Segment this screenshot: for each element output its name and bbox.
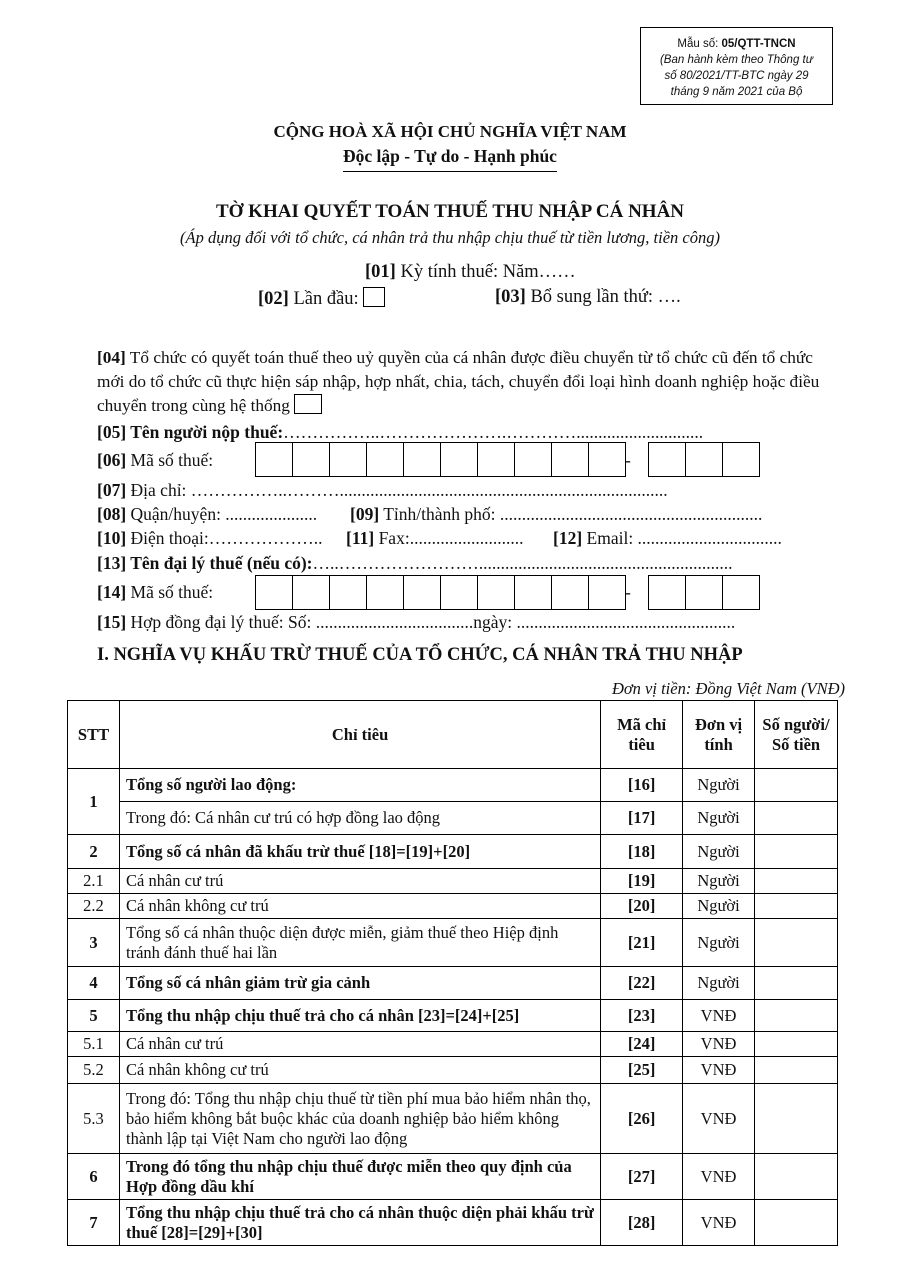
row-stt: 1 <box>68 769 120 835</box>
tax-code-grid-06[interactable] <box>255 442 626 477</box>
table-row <box>68 967 838 1000</box>
form-number-box <box>640 27 833 105</box>
form-number: Mẫu số: 05/QTT-TNCN <box>677 38 796 50</box>
row-code: [17] <box>601 802 683 835</box>
row-unit: VNĐ <box>683 1154 755 1200</box>
row-stt: 2 <box>68 835 120 869</box>
row-value-cell[interactable] <box>755 919 838 967</box>
row-stt: 5.1 <box>68 1032 120 1057</box>
row-value-cell[interactable] <box>755 894 838 919</box>
authorization-checkbox[interactable] <box>294 394 322 414</box>
first-time-checkbox[interactable] <box>363 287 385 307</box>
table-row <box>68 869 838 894</box>
row-code: [28] <box>601 1200 683 1246</box>
row-code: [21] <box>601 919 683 967</box>
row-code: [24] <box>601 1032 683 1057</box>
row-value-cell[interactable] <box>755 769 838 802</box>
obligation-table <box>67 700 838 1246</box>
row-code: [26] <box>601 1084 683 1154</box>
page-title: TỜ KHAI QUYẾT TOÁN THUẾ THU NHẬP CÁ NHÂN <box>215 201 685 222</box>
row-value-cell[interactable] <box>755 835 838 869</box>
section-title: I. NGHĨA VỤ KHẤU TRỪ THUẾ CỦA TỔ CHỨC, CÁ NHÂN TRẢ THU NHẬP <box>97 645 743 665</box>
table-row <box>68 802 838 835</box>
field-09-province[interactable]: [09] Tỉnh/thành phố: ............................................................ <box>350 504 763 524</box>
row-label: Tổng số cá nhân thuộc diện được miễn, giảm thuế theo Hiệp định tránh đánh thuế hai lần <box>119 919 600 967</box>
row-unit: Người <box>683 869 755 894</box>
table-header-row <box>68 701 838 769</box>
field-15-agent-contract[interactable]: [15] Hợp đồng đại lý thuế: Số: ....................................ngày: .................................................. <box>97 612 736 632</box>
row-stt: 3 <box>68 919 120 967</box>
row-stt: 2.1 <box>68 869 120 894</box>
row-unit: VNĐ <box>683 1032 755 1057</box>
field-10-phone[interactable]: [10] Điện thoại:……………….. <box>97 528 323 548</box>
row-unit: VNĐ <box>683 1200 755 1246</box>
row-stt: 7 <box>68 1200 120 1246</box>
tax-code-suffix-grid-06[interactable] <box>648 442 760 477</box>
row-stt: 5.2 <box>68 1057 120 1084</box>
col-header-unit: Đơn vị tính <box>683 701 755 769</box>
row-label: Trong đó: Tổng thu nhập chịu thuế từ tiền phí mua bảo hiểm nhân thọ, bảo hiểm không bắt buộc khác của doanh nghiệp bảo hiểm không thành lập tại Việt Nam cho người lao động <box>119 1084 600 1154</box>
row-label: Cá nhân cư trú <box>119 869 600 894</box>
table-row <box>68 769 838 802</box>
row-value-cell[interactable] <box>755 1084 838 1154</box>
table-row <box>68 835 838 869</box>
row-value-cell[interactable] <box>755 869 838 894</box>
row-label: Tổng số cá nhân đã khấu trừ thuế [18]=[19]+[20] <box>119 835 600 869</box>
field-08-district[interactable]: [08] Quận/huyện: ..................... <box>97 504 318 524</box>
field-13-tax-agent[interactable]: [13] Tên đại lý thuế (nếu có):…..…………………….......................................................... <box>97 553 733 573</box>
row-code: [25] <box>601 1057 683 1084</box>
col-header-stt: STT <box>68 701 120 769</box>
form-note-line1: (Ban hành kèm theo Thông tư <box>659 54 814 66</box>
row-code: [19] <box>601 869 683 894</box>
row-code: [23] <box>601 1000 683 1032</box>
row-label: Cá nhân cư trú <box>119 1032 600 1057</box>
row-value-cell[interactable] <box>755 967 838 1000</box>
row-value-cell[interactable] <box>755 1057 838 1084</box>
table-row <box>68 919 838 967</box>
col-header-criteria: Chỉ tiêu <box>119 701 600 769</box>
table-row <box>68 1154 838 1200</box>
row-label: Tổng thu nhập chịu thuế trả cho cá nhân thuộc diện phải khấu trừ thuế [28]=[29]+[30] <box>119 1200 600 1246</box>
form-note-line2: số 80/2021/TT-BTC ngày 29 <box>664 70 809 82</box>
row-value-cell[interactable] <box>755 1032 838 1057</box>
row-code: [27] <box>601 1154 683 1200</box>
table-row <box>68 1032 838 1057</box>
row-code: [16] <box>601 769 683 802</box>
row-value-cell[interactable] <box>755 1000 838 1032</box>
row-stt: 6 <box>68 1154 120 1200</box>
table-row <box>68 1057 838 1084</box>
field-01-tax-period[interactable]: [01] Kỳ tính thuế: Năm…… <box>365 262 576 282</box>
tax-code-suffix-grid-14[interactable] <box>648 575 760 610</box>
row-stt: 4 <box>68 967 120 1000</box>
table-row <box>68 1000 838 1032</box>
row-stt: 5.3 <box>68 1084 120 1154</box>
row-code: [20] <box>601 894 683 919</box>
row-stt: 2.2 <box>68 894 120 919</box>
nation-header: CỘNG HOÀ XÃ HỘI CHỦ NGHĨA VIỆT NAM <box>273 122 627 141</box>
row-unit: Người <box>683 835 755 869</box>
table-row <box>68 1084 838 1154</box>
page-subtitle: (Áp dụng đối với tổ chức, cá nhân trả thu nhập chịu thuế từ tiền lương, tiền công) <box>180 228 720 247</box>
field-14-label: [14] Mã số thuế: <box>97 582 214 602</box>
row-unit: Người <box>683 919 755 967</box>
row-code: [22] <box>601 967 683 1000</box>
row-label: Trong đó tổng thu nhập chịu thuế được miễn theo quy định của Hợp đồng dầu khí <box>119 1154 600 1200</box>
tax-code-dash-14: - <box>625 582 631 602</box>
field-03-supplement[interactable]: [03] Bổ sung lần thứ: …. <box>495 287 681 307</box>
row-value-cell[interactable] <box>755 802 838 835</box>
row-label: Cá nhân không cư trú <box>119 894 600 919</box>
row-label: Tổng số người lao động: <box>119 769 600 802</box>
row-stt: 5 <box>68 1000 120 1032</box>
row-unit: VNĐ <box>683 1057 755 1084</box>
form-note-line3: tháng 9 năm 2021 của Bộ <box>670 86 803 98</box>
row-unit: VNĐ <box>683 1084 755 1154</box>
row-unit: VNĐ <box>683 1000 755 1032</box>
row-unit: Người <box>683 802 755 835</box>
row-label: Tổng thu nhập chịu thuế trả cho cá nhân [23]=[24]+[25] <box>119 1000 600 1032</box>
row-label: Tổng số cá nhân giảm trừ gia cảnh <box>119 967 600 1000</box>
field-06-label: [06] Mã số thuế: <box>97 450 214 470</box>
field-12-email[interactable]: [12] Email: ................................. <box>553 528 782 548</box>
col-header-code: Mã chỉ tiêu <box>601 701 683 769</box>
table-row <box>68 1200 838 1246</box>
tax-code-grid-14[interactable] <box>255 575 626 610</box>
currency-unit-note: Đơn vị tiền: Đồng Việt Nam (VNĐ) <box>611 679 845 698</box>
row-label: Cá nhân không cư trú <box>119 1057 600 1084</box>
row-unit: Người <box>683 894 755 919</box>
row-value-cell[interactable] <box>755 1154 838 1200</box>
field-04-authorization: [04] Tổ chức có quyết toán thuế theo uỷ quyền của cá nhân được điều chuyển từ tổ chức cũ đến tổ chức mới do tổ chức cũ thực hiện sáp nhập, hợp nhất, chia, tách, chuyển đổi loại hình doanh nghiệp hoặc điều chuyển trong cùng hệ thống <box>97 348 820 415</box>
field-11-fax[interactable]: [11] Fax:.......................... <box>346 528 524 548</box>
row-value-cell[interactable] <box>755 1200 838 1246</box>
motto-header: Độc lập - Tự do - Hạnh phúc <box>0 146 900 172</box>
tax-code-dash: - <box>625 450 631 470</box>
field-07-address[interactable]: [07] Địa chỉ: ……………..………........................................................................... <box>97 480 668 500</box>
row-label: Trong đó: Cá nhân cư trú có hợp đồng lao động <box>119 802 600 835</box>
row-code: [18] <box>601 835 683 869</box>
col-header-value: Số người/ Số tiền <box>755 701 838 769</box>
field-05-taxpayer-name[interactable]: [05] Tên người nộp thuế:……………..………………….…………............................. <box>97 422 704 442</box>
row-unit: Người <box>683 769 755 802</box>
table-row <box>68 894 838 919</box>
field-02-first-time: [02] Lần đầu: <box>258 287 385 310</box>
row-unit: Người <box>683 967 755 1000</box>
